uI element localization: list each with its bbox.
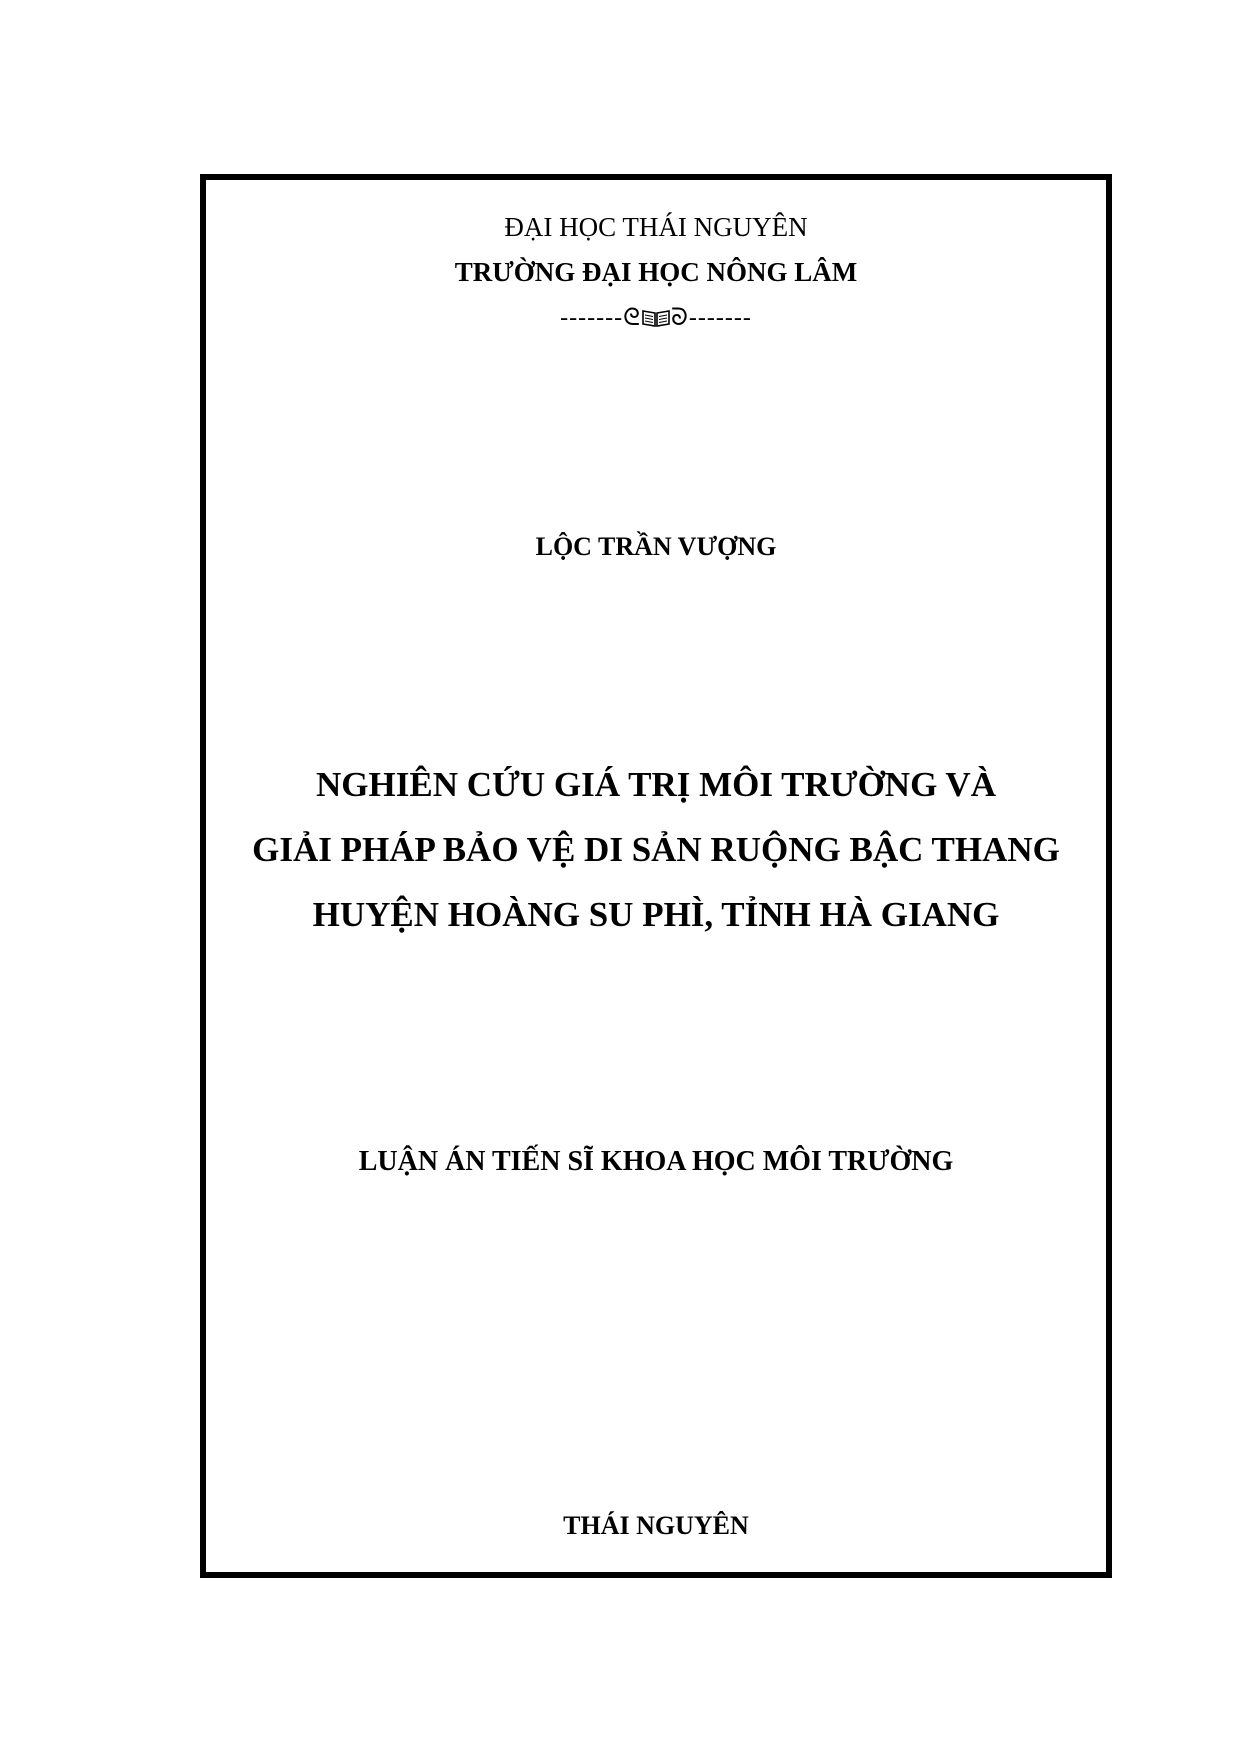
ornament-right-dashes: -------: [688, 305, 752, 331]
thesis-title-line-1: NGHIÊN CỨU GIÁ TRỊ MÔI TRƯỜNG VÀ: [316, 765, 996, 804]
thesis-title: [200, 752, 1112, 947]
ornament-left-flourish: ᘓ: [623, 305, 641, 331]
degree-type: LUẬN ÁN TIẾN SĨ KHOA HỌC MÔI TRƯỜNG: [358, 1146, 954, 1177]
school-name: TRƯỜNG ĐẠI HỌC NÔNG LÂM: [454, 257, 858, 287]
thesis-title-line-2: GIẢI PHÁP BẢO VỆ DI SẢN RUỘNG BẬC THANG: [252, 830, 1060, 869]
thesis-title-line-3: HUYỆN HOÀNG SU PHÌ, TỈNH HÀ GIANG: [312, 895, 1000, 934]
open-book-icon: [641, 308, 671, 328]
ornament-left-dashes: -------: [560, 305, 624, 331]
place-name: THÁI NGUYÊN: [563, 1511, 749, 1540]
title-ornament: [200, 305, 1112, 332]
author-name: LỘC TRẦN VƯỢNG: [535, 532, 777, 561]
ornament-right-flourish: ᘐ: [671, 305, 689, 331]
university-name: ĐẠI HỌC THÁI NGUYÊN: [504, 212, 808, 242]
